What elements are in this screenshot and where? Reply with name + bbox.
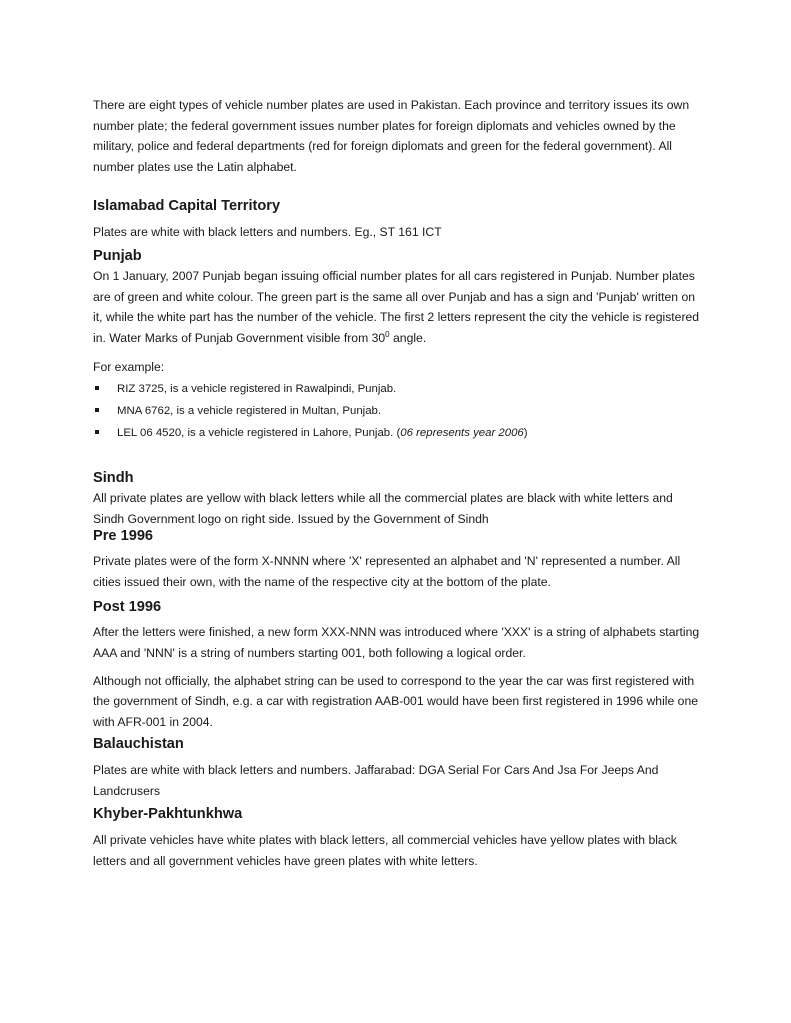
example-note: 06 represents year 2006 xyxy=(400,426,524,439)
heading-islamabad: Islamabad Capital Territory xyxy=(93,198,281,215)
example-label: For example: xyxy=(93,360,165,375)
punjab-paragraph xyxy=(93,266,703,348)
post-1996-paragraph: After the letters were finished, a new form XXX-NNN was introduced where 'XXX' is a string of alphabets starting AAA and 'NNN' is a string of numbers starting 001, both following a logical order. xyxy=(93,625,700,660)
heading-punjab: Punjab xyxy=(93,247,142,264)
heading-post-1996: Post 1996 xyxy=(93,599,162,616)
sindh-paragraph: All private plates are yellow with black letters while all the commercial plates are black with white letters and Sindh Government logo on right side. Issued by the Government of Sindh xyxy=(93,490,673,526)
heading-balochistan: Balauchistan xyxy=(93,736,184,753)
punjab-text-end: angle. xyxy=(389,330,427,345)
pre-1996-paragraph: Private plates were of the form X-NNNN where 'X' represented an alphabet and 'N' represented a number. All cities issued their own, with the name of the respective city at the bottom of the plate. xyxy=(93,554,681,589)
heading-sindh: Sindh xyxy=(93,469,134,486)
degree-superscript: 0 xyxy=(385,329,390,339)
example-text: LEL 06 4520, is a vehicle registered in Lahore, Punjab. ( xyxy=(117,426,401,439)
khyber-pakhtunkhwa-paragraph: All private vehicles have white plates with black letters, all commercial vehicles have yellow plates with black letters and all government vehicles have green plates with white letters. xyxy=(93,833,677,869)
example-list xyxy=(93,378,703,444)
post-1996-paragraph-2: Although not officially, the alphabet string can be used to correspond to the year the car was first registered with the government of Sindh, e.g. a car with registration AAB-001 would have been first registered in 1996 while one with AFR-001 in 2004. xyxy=(93,673,698,729)
list-item: RIZ 3725, is a vehicle registered in Rawalpindi, Punjab. xyxy=(93,378,703,400)
example-close: ) xyxy=(523,426,528,439)
document-page xyxy=(93,95,703,872)
punjab-text: On 1 January, 2007 Punjab began issuing official number plates for all cars registered in Punjab. Number plates are of green and white colour. The green part is the same all over Punjab and has a sign and 'Punjab' written on it, while the white part has the number of the vehicle. The first 2 letters represent the city the vehicle is registered in. Water Marks of Punjab Government visible from 30 xyxy=(93,268,700,345)
heading-khyber-pakhtunkhwa: Khyber-Pakhtunkhwa xyxy=(93,806,243,823)
balochistan-paragraph: Plates are white with black letters and numbers. Jaffarabad: DGA Serial For Cars And Jsa For Jeeps And Landcrusers xyxy=(93,763,659,798)
islamabad-paragraph: Plates are white with black letters and numbers. Eg., ST 161 ICT xyxy=(93,225,442,240)
list-item: MNA 6762, is a vehicle registered in Multan, Punjab. xyxy=(93,400,703,422)
list-item xyxy=(93,422,703,444)
intro-paragraph: There are eight types of vehicle number plates are used in Pakistan. Each province and territory issues its own number plate; the federal government issues number plates for foreign diplomats and vehicles owned by the military, police and federal departments (red for foreign diplomats and green for the federal government). All number plates use the Latin alphabet. xyxy=(93,98,690,174)
heading-pre-1996: Pre 1996 xyxy=(93,528,154,545)
